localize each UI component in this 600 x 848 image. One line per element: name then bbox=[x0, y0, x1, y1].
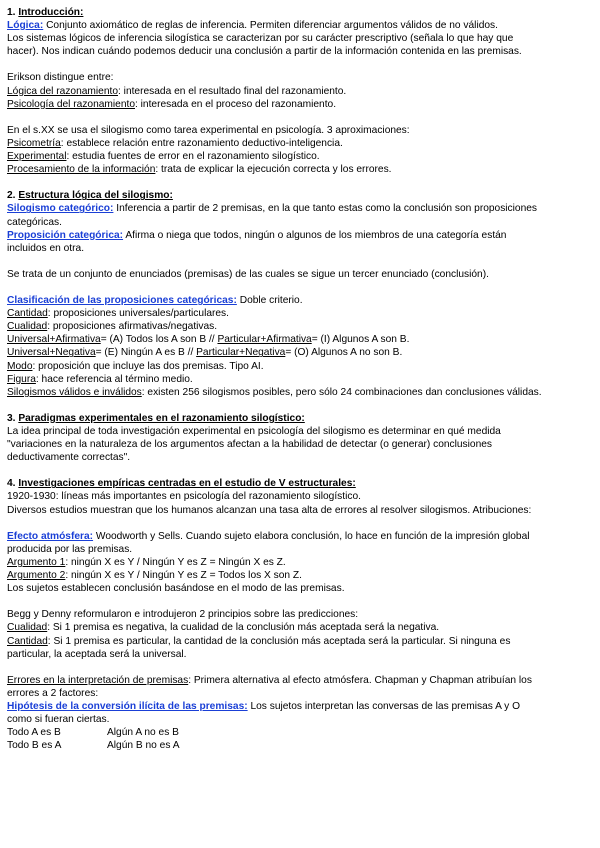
definition: Modo: proposición que incluye las dos premisas. Tipo AI. bbox=[7, 360, 264, 372]
text-line: particular, la aceptada será la universal. bbox=[7, 648, 187, 660]
text-line: En el s.XX se usa el silogismo como tarea experimental en psicología. 3 aproximaciones: bbox=[7, 124, 410, 136]
text-line: 1920-1930: líneas más importantes en psicología del razonamiento silogístico. bbox=[7, 491, 361, 503]
definition: Cualidad: Si 1 premisa es negativa, la cualidad de la conclusión más aceptada será la negativa. bbox=[7, 622, 440, 634]
paragraph: Efecto atmósfera: Woodworth y Sells. Cuando sujeto elabora conclusión, lo hace en función de la impresión global bbox=[7, 530, 530, 542]
definition: Psicología del razonamiento: interesada en el proceso del razonamiento. bbox=[7, 98, 337, 110]
section-3-heading: 3. Paradigmas experimentales en el razonamiento silogístico: bbox=[7, 412, 305, 424]
text-line: errores a 2 factores: bbox=[7, 687, 99, 699]
text-line: Diversos estudios muestran que los humanos alcanzan una tasa alta de errores al resolver silogismos. Atribuciones: bbox=[7, 504, 532, 516]
link-proposicion-categorica[interactable]: Proposición categórica: bbox=[7, 229, 124, 241]
example-row: Todo B es A Algún B no es A bbox=[7, 740, 180, 752]
link-efecto-atmosfera[interactable]: Efecto atmósfera: bbox=[7, 530, 94, 542]
definition: Experimental: estudia fuentes de error en el razonamiento silogístico. bbox=[7, 151, 320, 163]
section-title: Introducción: bbox=[18, 7, 84, 18]
paragraph: Hipótesis de la conversión ilícita de las premisas: Los sujetos interpretan las conversas de las premisas A y O bbox=[7, 700, 521, 712]
link-hipotesis-conversion[interactable]: Hipótesis de la conversión ilícita de las premisas: bbox=[7, 700, 248, 712]
definition: Lógica del razonamiento: interesada en el resultado final del razonamiento. bbox=[7, 85, 347, 97]
link-clasificacion[interactable]: Clasificación de las proposiciones categóricas: bbox=[7, 295, 237, 307]
definition: Universal+Negativa= (E) Ningún A es B // Particular+Negativa= (O) Algunos A no son B. bbox=[7, 347, 403, 359]
paragraph: Silogismo categórico: Inferencia a partir de 2 premisas, en la que tanto estas como la conclusión son proposiciones bbox=[7, 203, 538, 215]
text-line: Se trata de un conjunto de enunciados (premisas) de las cuales se sigue un tercer enunciado (conclusión). bbox=[7, 268, 489, 280]
paragraph: Clasificación de las proposiciones categóricas: Doble criterio. bbox=[7, 295, 303, 307]
text-line: incluidos en otra. bbox=[7, 242, 85, 254]
text-line: La idea principal de toda investigación experimental en psicología del silogismo es determinar en qué medida bbox=[7, 426, 501, 437]
paragraph: Lógica: Conjunto axiomático de reglas de inferencia. Permiten diferenciar argumentos válidos de no válidos. bbox=[7, 20, 498, 32]
definition: Cantidad: proposiciones universales/particulares. bbox=[7, 308, 229, 320]
text-line: hacer). Nos indican cuándo podemos deducir una conclusión a partir de la información contenida en las premisas. bbox=[7, 46, 522, 58]
section-title: Estructura lógica del silogismo: bbox=[18, 190, 173, 202]
section-title: Paradigmas experimentales en el razonamiento silogístico: bbox=[18, 412, 305, 424]
text-line: Erikson distingue entre: bbox=[7, 72, 114, 84]
definition: Argumento 2: ningún X es Y / Ningún Y es Z = Todos los X son Z. bbox=[7, 570, 302, 582]
definition: Procesamiento de la información: trata de explicar la ejecución correcta y los errores. bbox=[7, 164, 392, 176]
definition: Cualidad: proposiciones afirmativas/negativas. bbox=[7, 321, 218, 333]
text-line: "variaciones en la naturaleza de los argumentos afectan a la habilidad de detectar (o generar) conclusiones bbox=[7, 439, 492, 451]
text-line: categóricas. bbox=[7, 216, 62, 228]
definition: Psicometría: establece relación entre razonamiento deductivo-inteligencia. bbox=[7, 137, 343, 149]
section-1-heading: 1. Introducción: bbox=[7, 7, 84, 18]
text-line: deductivamente correctas". bbox=[7, 452, 131, 464]
link-logica[interactable]: Lógica: bbox=[7, 20, 44, 32]
example-row: Todo A es B Algún A no es B bbox=[7, 727, 179, 739]
section-4-heading: 4. Investigaciones empíricas centradas en el estudio de V estructurales: bbox=[7, 478, 356, 490]
section-title: Investigaciones empíricas centradas en el estudio de V estructurales: bbox=[18, 478, 356, 490]
definition: Universal+Afirmativa= (A) Todos los A son B // Particular+Afirmativa= (I) Algunos A son B. bbox=[7, 334, 410, 346]
text-line: Begg y Denny reformularon e introdujeron 2 principios sobre las predicciones: bbox=[7, 609, 359, 621]
definition: Cantidad: Si 1 premisa es particular, la cantidad de la conclusión más aceptada será la particular. Si ninguna es bbox=[7, 635, 511, 647]
link-silogismo-categorico[interactable]: Silogismo categórico: bbox=[7, 203, 114, 215]
definition: Errores en la interpretación de premisas: Primera alternativa al efecto atmósfera. Chapman y Chapman atribuían los bbox=[7, 674, 532, 686]
text-line: producida por las premisas. bbox=[7, 543, 133, 555]
text-line: como si fueran ciertas. bbox=[7, 714, 110, 726]
section-2-heading: 2. Estructura lógica del silogismo: bbox=[7, 190, 173, 202]
definition: Silogismos válidos e inválidos: existen 256 silogismos posibles, pero sólo 24 combinaciones dan conclusiones válidas. bbox=[7, 386, 542, 398]
definition: Figura: hace referencia al término medio. bbox=[7, 373, 193, 385]
definition: Argumento 1: ningún X es Y / Ningún Y es Z = Ningún X es Z. bbox=[7, 556, 286, 568]
text-line: Los sujetos establecen conclusión basándose en el modo de las premisas. bbox=[7, 583, 345, 595]
text-line: Los sistemas lógicos de inferencia silogística se caracterizan por su carácter prescriptivo (señala lo que hay que bbox=[7, 33, 514, 45]
paragraph: Proposición categórica: Afirma o niega que todos, ningún o algunos de los miembros de una categoría están bbox=[7, 229, 507, 241]
